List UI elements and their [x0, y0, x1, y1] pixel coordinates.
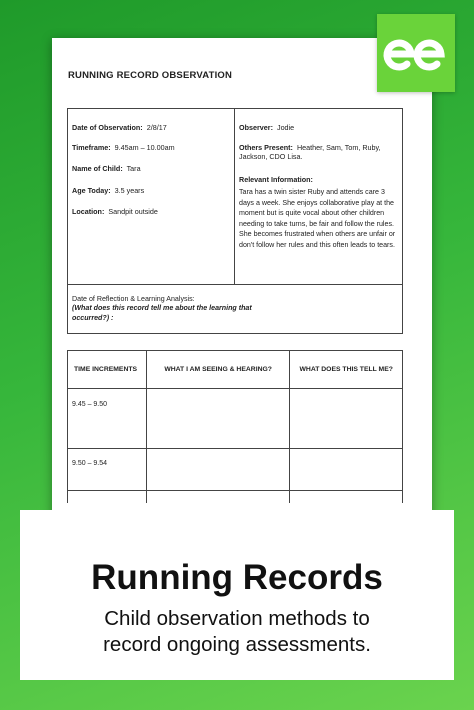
seeing-hearing-cell: [146, 449, 290, 491]
reflection-section: [68, 284, 402, 334]
observation-details-box: [67, 108, 403, 334]
timeframe-value: 9.45am – 10.00am: [114, 143, 175, 152]
relevant-information-text: Tara has a twin sister Ruby and attends care 3 days a week. She enjoys collaborative play at the moment but is quite vocal about other children needing to take turns, be fair and follow the rules. She becomes frustrated when others are unfair or don't follow her rules and this often leads to tears.: [239, 188, 396, 249]
others-value: Heather, Sam, Tom, Ruby, Jackson, CDO Lisa.: [239, 143, 381, 162]
child-label: Name of Child:: [72, 164, 123, 173]
table-header-row: [68, 351, 403, 389]
date-value: 2/8/17: [146, 123, 167, 132]
document-preview: [52, 38, 432, 524]
age-today: [72, 186, 144, 195]
reflection-question: (What does this record tell me about the learning that occurred?) :: [72, 304, 252, 322]
reflection-text: [72, 295, 272, 323]
tell-me-cell: [290, 389, 403, 449]
table-row: [68, 449, 403, 491]
age-label: Age Today:: [72, 186, 111, 195]
observer-label: Observer:: [239, 123, 273, 132]
table-row: [68, 389, 403, 449]
time-increment-cell: 9.45 – 9.50: [68, 389, 147, 449]
others-label: Others Present:: [239, 143, 293, 152]
tell-me-cell: [290, 449, 403, 491]
table-row-partial: [68, 491, 403, 504]
date-label: Date of Observation:: [72, 123, 143, 132]
timeframe-label: Timeframe:: [72, 143, 111, 152]
column-header-tell-me: WHAT DOES THIS TELL ME?: [290, 351, 403, 389]
banner-subtitle: [20, 606, 454, 658]
banner-subtitle-line-1: Child observation methods to: [104, 607, 370, 630]
date-of-observation: [72, 123, 167, 132]
observer: [239, 123, 294, 132]
column-header-seeing-hearing: WHAT I AM SEEING & HEARING?: [146, 351, 290, 389]
column-header-time: TIME INCREMENTS: [68, 351, 147, 389]
relevant-information-label: Relevant Information:: [239, 175, 313, 184]
observer-value: Jodie: [276, 123, 295, 132]
banner-subtitle-line-2: record ongoing assessments.: [103, 633, 371, 656]
time-increment-cell: 9.50 – 9.54: [68, 449, 147, 491]
details-left-column: [68, 109, 235, 284]
location: [72, 207, 158, 216]
ee-logo: [377, 14, 455, 92]
age-value: 3.5 years: [114, 186, 145, 195]
location-label: Location:: [72, 207, 105, 216]
details-right-column: [235, 109, 402, 284]
others-present: [239, 143, 397, 162]
observation-table: [67, 350, 403, 503]
seeing-hearing-cell: [146, 389, 290, 449]
name-of-child: [72, 164, 141, 173]
banner-title: Running Records: [91, 558, 383, 597]
timeframe: [72, 143, 175, 152]
ee-logo-mark-icon: [377, 14, 455, 92]
document-title: RUNNING RECORD OBSERVATION: [68, 70, 233, 81]
title-banner: [20, 510, 454, 680]
reflection-label: Date of Reflection & Learning Analysis:: [72, 295, 195, 303]
location-value: Sandpit outside: [108, 207, 158, 216]
child-value: Tara: [126, 164, 141, 173]
